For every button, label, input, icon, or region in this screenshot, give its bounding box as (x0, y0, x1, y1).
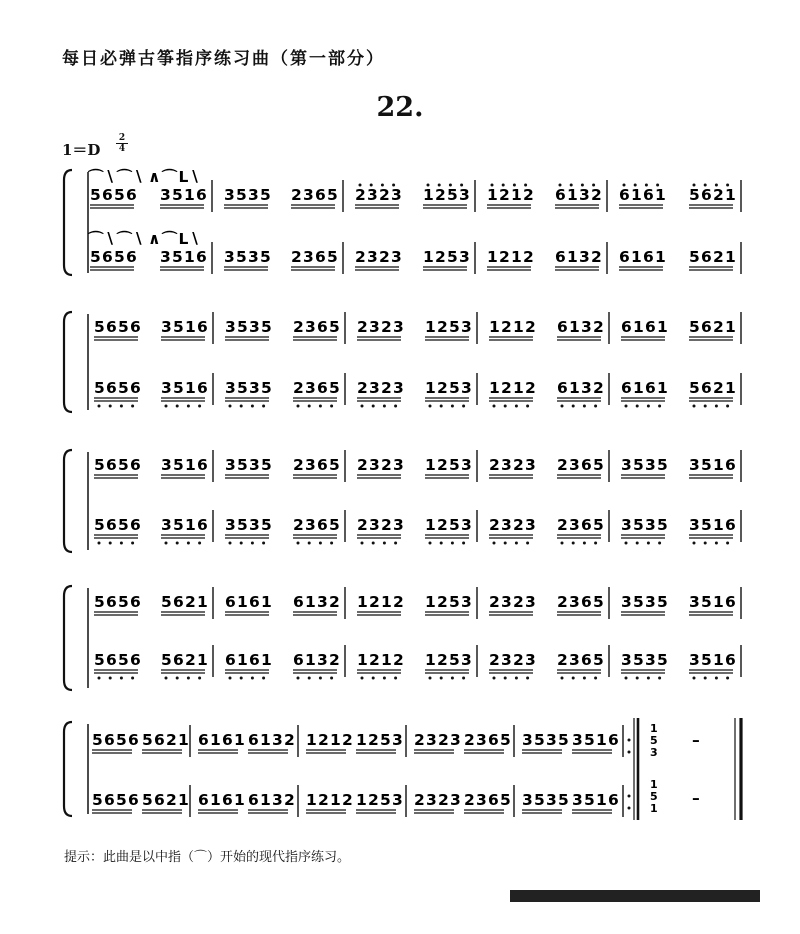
octave-dot-below (394, 405, 397, 408)
octave-dot-above (656, 184, 659, 187)
octave-dot-below (251, 677, 254, 680)
note-group: 5621 (142, 731, 190, 749)
time-numerator: 2 (116, 133, 128, 144)
octave-dot-below (176, 677, 179, 680)
final-chord-note: 5 (650, 734, 658, 747)
octave-dot-below (715, 405, 718, 408)
octave-dot-below (308, 405, 311, 408)
octave-dot-below (429, 405, 432, 408)
note-group: 5621 (161, 651, 209, 669)
note-group: 5656 (92, 791, 140, 809)
note-group: 3516 (572, 731, 620, 749)
octave-dot-below (394, 677, 397, 680)
octave-dot-below (429, 542, 432, 545)
octave-dot-above (715, 184, 718, 187)
octave-dot-below (462, 677, 465, 680)
octave-dot-below (451, 405, 454, 408)
octave-dot-below (658, 405, 661, 408)
octave-dot-below (361, 405, 364, 408)
octave-dot-below (647, 405, 650, 408)
note-group: 5621 (689, 379, 737, 397)
note-group: 2365 (291, 186, 339, 204)
note-group: 1253 (425, 318, 473, 336)
note-group: 2365 (293, 456, 341, 474)
finger-mark: ⌒∖⌒∖ (88, 230, 146, 248)
octave-dot-below (240, 405, 243, 408)
note-group: 3516 (160, 248, 208, 266)
octave-dot-below (704, 677, 707, 680)
note-group: 3535 (522, 731, 570, 749)
final-chord-note: 5 (650, 790, 658, 803)
note-group: 3535 (621, 516, 669, 534)
octave-dot-below (594, 405, 597, 408)
note-group: 3516 (161, 516, 209, 534)
octave-dot-below (187, 677, 190, 680)
note-group: 1212 (487, 248, 535, 266)
note-group: 6161 (225, 593, 273, 611)
octave-dot-below (572, 405, 575, 408)
note-group: 5621 (161, 593, 209, 611)
note-group: 2323 (414, 731, 462, 749)
finger-mark: ∧⌒L∖ (148, 230, 202, 248)
octave-dot-below (372, 542, 375, 545)
octave-dot-below (120, 677, 123, 680)
note-group: 2323 (489, 651, 537, 669)
octave-dot-below (625, 677, 628, 680)
note-group: 2323 (489, 456, 537, 474)
repeat-dot (628, 807, 631, 810)
note-group: 1212 (306, 791, 354, 809)
octave-dot-below (165, 542, 168, 545)
octave-dot-below (647, 677, 650, 680)
octave-dot-below (319, 677, 322, 680)
octave-dot-below (120, 542, 123, 545)
octave-dot-below (451, 542, 454, 545)
note-group: 1253 (425, 456, 473, 474)
octave-dot-below (561, 542, 564, 545)
octave-dot-below (647, 542, 650, 545)
note-group: 3516 (689, 456, 737, 474)
note-group: 6161 (225, 651, 273, 669)
octave-dot-below (361, 542, 364, 545)
note-group: 2365 (291, 248, 339, 266)
octave-dot-below (515, 405, 518, 408)
octave-dot-below (109, 405, 112, 408)
note-group: 2323 (489, 516, 537, 534)
note-group: 1253 (425, 516, 473, 534)
octave-dot-below (504, 405, 507, 408)
system-bracket (64, 312, 72, 412)
octave-dot-above (427, 184, 430, 187)
note-group: 5656 (94, 379, 142, 397)
footer-bar (510, 890, 760, 902)
octave-dot-below (187, 405, 190, 408)
note-group: 6161 (619, 248, 667, 266)
note-group: 3516 (689, 516, 737, 534)
octave-dot-below (504, 542, 507, 545)
final-chord-note: 1 (650, 802, 658, 815)
repeat-dot (628, 795, 631, 798)
note-group: 1253 (356, 731, 404, 749)
octave-dot-below (636, 405, 639, 408)
note-group: 2323 (355, 248, 403, 266)
octave-dot-below (120, 405, 123, 408)
final-chord-note: 1 (650, 722, 658, 735)
octave-dot-below (187, 542, 190, 545)
octave-dot-below (165, 405, 168, 408)
note-group: 5621 (142, 791, 190, 809)
rest-dash: – (692, 731, 701, 749)
key-signature: 1＝D (62, 141, 101, 159)
octave-dot-below (493, 542, 496, 545)
piece-number: 22. (376, 92, 424, 123)
octave-dot-below (383, 542, 386, 545)
note-group: 3535 (224, 248, 272, 266)
octave-dot-below (372, 405, 375, 408)
note-group: 6132 (293, 651, 341, 669)
note-group: 6132 (557, 379, 605, 397)
system-bracket (64, 450, 72, 552)
note-group: 5621 (689, 248, 737, 266)
note-group: 5656 (94, 651, 142, 669)
octave-dot-below (131, 405, 134, 408)
octave-dot-above (592, 184, 595, 187)
octave-dot-below (583, 542, 586, 545)
octave-dot-above (392, 184, 395, 187)
note-group: 5656 (90, 248, 138, 266)
octave-dot-below (462, 405, 465, 408)
note-group: 6161 (198, 731, 246, 749)
octave-dot-above (645, 184, 648, 187)
octave-dot-below (704, 542, 707, 545)
octave-dot-above (438, 184, 441, 187)
octave-dot-below (165, 677, 168, 680)
octave-dot-below (462, 542, 465, 545)
note-group: 5656 (90, 186, 138, 204)
note-group: 3516 (161, 379, 209, 397)
note-group: 3535 (225, 456, 273, 474)
octave-dot-below (658, 542, 661, 545)
octave-dot-above (502, 184, 505, 187)
octave-dot-above (581, 184, 584, 187)
octave-dot-above (449, 184, 452, 187)
note-group: 6132 (557, 318, 605, 336)
note-group: 2323 (357, 379, 405, 397)
note-group: 2323 (357, 456, 405, 474)
note-group: 6132 (248, 731, 296, 749)
octave-dot-below (440, 677, 443, 680)
note-group: 1212 (487, 186, 535, 204)
note-group: 3535 (225, 379, 273, 397)
note-group: 5656 (94, 593, 142, 611)
footnote: 提示：此曲是以中指（⌒）开始的现代指序练习。 (64, 850, 351, 865)
octave-dot-below (451, 677, 454, 680)
note-group: 2365 (464, 731, 512, 749)
octave-dot-below (262, 677, 265, 680)
note-group: 1253 (423, 186, 471, 204)
octave-dot-above (524, 184, 527, 187)
octave-dot-above (693, 184, 696, 187)
system-bracket (64, 722, 72, 816)
octave-dot-below (561, 405, 564, 408)
repeat-dot (628, 739, 631, 742)
finger-mark: ∧⌒L∖ (148, 168, 202, 186)
octave-dot-below (240, 542, 243, 545)
note-group: 1253 (356, 791, 404, 809)
octave-dot-below (308, 542, 311, 545)
final-chord-note: 3 (650, 746, 658, 759)
octave-dot-below (131, 542, 134, 545)
octave-dot-below (297, 677, 300, 680)
octave-dot-below (383, 677, 386, 680)
octave-dot-below (526, 677, 529, 680)
rest-dash: – (692, 789, 701, 807)
octave-dot-above (460, 184, 463, 187)
octave-dot-above (381, 184, 384, 187)
octave-dot-above (513, 184, 516, 187)
octave-dot-below (330, 677, 333, 680)
note-group: 2323 (357, 318, 405, 336)
octave-dot-below (198, 405, 201, 408)
octave-dot-below (297, 542, 300, 545)
note-group: 3535 (621, 456, 669, 474)
note-group: 2365 (293, 516, 341, 534)
octave-dot-below (383, 405, 386, 408)
note-group: 3535 (621, 593, 669, 611)
note-group: 3516 (689, 651, 737, 669)
note-group: 3535 (621, 651, 669, 669)
octave-dot-below (440, 405, 443, 408)
note-group: 2323 (414, 791, 462, 809)
octave-dot-below (262, 405, 265, 408)
time-denominator: 4 (118, 144, 126, 154)
octave-dot-below (330, 542, 333, 545)
octave-dot-below (229, 677, 232, 680)
note-group: 3535 (522, 791, 570, 809)
octave-dot-below (109, 542, 112, 545)
octave-dot-below (330, 405, 333, 408)
octave-dot-below (361, 677, 364, 680)
note-group: 2365 (293, 318, 341, 336)
finger-mark: ⌒∖⌒∖ (88, 168, 146, 186)
octave-dot-below (109, 677, 112, 680)
octave-dot-below (583, 677, 586, 680)
note-group: 6132 (555, 248, 603, 266)
octave-dot-below (98, 677, 101, 680)
octave-dot-below (176, 405, 179, 408)
octave-dot-below (319, 542, 322, 545)
repeat-dot (628, 751, 631, 754)
note-group: 3516 (572, 791, 620, 809)
note-group: 2365 (557, 516, 605, 534)
octave-dot-above (570, 184, 573, 187)
octave-dot-above (370, 184, 373, 187)
octave-dot-below (693, 405, 696, 408)
note-group: 2365 (557, 651, 605, 669)
note-group: 6161 (198, 791, 246, 809)
octave-dot-above (559, 184, 562, 187)
octave-dot-below (198, 542, 201, 545)
note-group: 1253 (423, 248, 471, 266)
octave-dot-below (493, 677, 496, 680)
octave-dot-below (583, 405, 586, 408)
octave-dot-below (715, 677, 718, 680)
octave-dot-below (98, 405, 101, 408)
note-group: 1212 (357, 593, 405, 611)
octave-dot-below (372, 677, 375, 680)
octave-dot-below (625, 542, 628, 545)
note-group: 5656 (94, 516, 142, 534)
note-group: 5656 (94, 456, 142, 474)
octave-dot-above (359, 184, 362, 187)
octave-dot-below (98, 542, 101, 545)
octave-dot-below (726, 542, 729, 545)
octave-dot-below (240, 677, 243, 680)
octave-dot-above (623, 184, 626, 187)
note-group: 3516 (161, 318, 209, 336)
octave-dot-below (440, 542, 443, 545)
note-group: 3535 (225, 516, 273, 534)
note-group: 2365 (464, 791, 512, 809)
note-group: 5656 (94, 318, 142, 336)
note-group: 2365 (557, 593, 605, 611)
octave-dot-above (634, 184, 637, 187)
octave-dot-below (229, 542, 232, 545)
note-group: 6132 (555, 186, 603, 204)
note-group: 2323 (357, 516, 405, 534)
note-group: 3516 (161, 456, 209, 474)
note-group: 1212 (489, 379, 537, 397)
octave-dot-below (308, 677, 311, 680)
octave-dot-below (504, 677, 507, 680)
octave-dot-below (131, 677, 134, 680)
note-group: 3535 (224, 186, 272, 204)
note-group: 2365 (293, 379, 341, 397)
octave-dot-below (572, 542, 575, 545)
octave-dot-below (726, 405, 729, 408)
final-chord-note: 1 (650, 778, 658, 791)
note-group: 1253 (425, 593, 473, 611)
note-group: 1212 (357, 651, 405, 669)
octave-dot-below (515, 677, 518, 680)
octave-dot-below (251, 405, 254, 408)
note-group: 1253 (425, 651, 473, 669)
octave-dot-below (198, 677, 201, 680)
octave-dot-above (726, 184, 729, 187)
octave-dot-below (297, 405, 300, 408)
octave-dot-below (693, 542, 696, 545)
note-group: 6132 (248, 791, 296, 809)
octave-dot-below (693, 677, 696, 680)
octave-dot-below (594, 677, 597, 680)
note-group: 2323 (355, 186, 403, 204)
octave-dot-below (493, 405, 496, 408)
octave-dot-below (526, 405, 529, 408)
note-group: 6161 (619, 186, 667, 204)
octave-dot-below (726, 677, 729, 680)
octave-dot-below (715, 542, 718, 545)
octave-dot-below (229, 405, 232, 408)
note-group: 2323 (489, 593, 537, 611)
octave-dot-above (491, 184, 494, 187)
octave-dot-below (594, 542, 597, 545)
note-group: 1212 (489, 318, 537, 336)
note-group: 3535 (225, 318, 273, 336)
octave-dot-below (176, 542, 179, 545)
octave-dot-below (394, 542, 397, 545)
octave-dot-below (262, 542, 265, 545)
octave-dot-below (319, 405, 322, 408)
note-group: 1212 (306, 731, 354, 749)
system-bracket (64, 586, 72, 690)
note-group: 5621 (689, 186, 737, 204)
note-group: 3516 (160, 186, 208, 204)
octave-dot-below (625, 405, 628, 408)
book-title: 每日必弹古筝指序练习曲（第一部分） (62, 49, 385, 69)
octave-dot-below (636, 542, 639, 545)
note-group: 5656 (92, 731, 140, 749)
octave-dot-below (572, 677, 575, 680)
octave-dot-below (429, 677, 432, 680)
note-group: 1253 (425, 379, 473, 397)
octave-dot-above (704, 184, 707, 187)
system-bracket (64, 170, 72, 275)
note-group: 6161 (621, 379, 669, 397)
octave-dot-below (251, 542, 254, 545)
octave-dot-below (561, 677, 564, 680)
octave-dot-below (704, 405, 707, 408)
note-group: 6161 (621, 318, 669, 336)
note-group: 3516 (689, 593, 737, 611)
octave-dot-below (515, 542, 518, 545)
octave-dot-below (658, 677, 661, 680)
note-group: 5621 (689, 318, 737, 336)
note-group: 6132 (293, 593, 341, 611)
octave-dot-below (636, 677, 639, 680)
octave-dot-below (526, 542, 529, 545)
note-group: 2365 (557, 456, 605, 474)
